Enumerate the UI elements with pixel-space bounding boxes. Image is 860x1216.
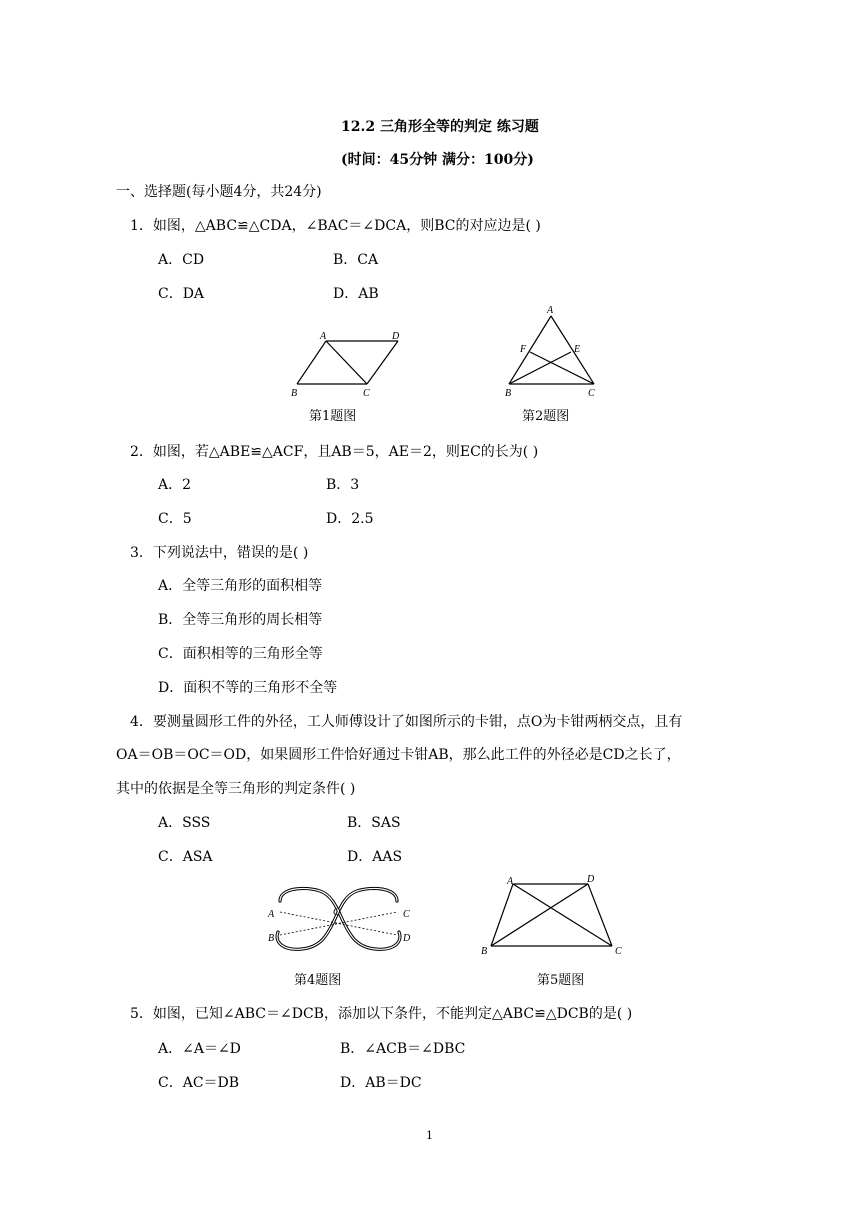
q5-option-a: A．∠A＝∠D xyxy=(158,1041,241,1057)
q5-option-b: B．∠ACB＝∠DBC xyxy=(340,1041,466,1057)
section-heading: 一、选择题(每小题4分，共24分) xyxy=(116,184,322,200)
q1-label-b: B xyxy=(291,388,298,399)
q2-label-f: F xyxy=(520,344,527,355)
q1-option-c: C．DA xyxy=(158,286,205,302)
q2-figure xyxy=(500,302,610,400)
q5-segment-cd xyxy=(588,884,612,946)
q2-label-c: C xyxy=(588,388,595,399)
q3-option-a: A．全等三角形的面积相等 xyxy=(158,578,323,594)
q1-label-d: D xyxy=(392,331,400,342)
q4-option-c: C．ASA xyxy=(158,849,213,865)
q5-stem: 5．如图，已知∠ABC＝∠DCB，添加以下条件，不能判定△ABC≌△DCB的是( ) xyxy=(130,1006,633,1022)
page-title: 12.2 三角形全等的判定 练习题 xyxy=(341,119,539,135)
q3-stem: 3．下列说法中，错误的是( ) xyxy=(130,545,309,561)
q5-segment-ab xyxy=(491,884,513,946)
q5-label-c: C xyxy=(615,946,622,957)
q1-option-d: D．AB xyxy=(333,286,379,302)
q2-label-a: A xyxy=(547,305,554,316)
q5-option-d: D．AB＝DC xyxy=(340,1075,422,1091)
q4-label-a: A xyxy=(268,909,275,920)
q2-option-b: B．3 xyxy=(326,477,360,493)
q4-figure xyxy=(262,886,412,956)
q5-label-b: B xyxy=(481,946,488,957)
q5-segment-ac xyxy=(513,884,612,946)
q1-figure-caption: 第1题图 xyxy=(309,409,357,424)
q1-segment-cd xyxy=(367,341,398,384)
q4-figure-caption: 第4题图 xyxy=(294,973,342,988)
q4-option-b: B．SAS xyxy=(347,815,401,831)
page-number: 1 xyxy=(426,1129,433,1142)
q5-label-d: D xyxy=(587,874,595,885)
q5-option-c: C．AC＝DB xyxy=(158,1075,240,1091)
q3-option-d: D．面积不等的三角形不全等 xyxy=(158,680,338,696)
q2-stem: 2．如图，若△ABE≌△ACF，且AB＝5，AE＝2，则EC的长为( ) xyxy=(130,444,539,460)
q4-stem-line-1: 4．要测量圆形工件的外径，工人师傅设计了如图所示的卡钳，点O为卡钳两柄交点，且有 xyxy=(130,714,683,730)
q4-stem-line-2: OA＝OB＝OC＝OD，如果圆形工件恰好通过卡钳AB，那么此工件的外径必是CD之长了， xyxy=(116,747,681,763)
q5-label-a: A xyxy=(507,876,514,887)
q4-caliper-arm-left xyxy=(280,888,400,949)
q2-option-a: A．2 xyxy=(158,477,192,493)
q1-label-c: C xyxy=(363,388,370,399)
q2-figure-caption: 第2题图 xyxy=(522,409,570,424)
q5-figure xyxy=(476,870,636,960)
q2-label-e: E xyxy=(574,344,581,355)
page-subtitle: (时间：45分钟 满分：100分) xyxy=(341,152,534,168)
q2-option-d: D．2.5 xyxy=(326,511,374,527)
q4-option-d: D．AAS xyxy=(347,849,403,865)
q4-label-c: C xyxy=(403,909,410,920)
q2-label-b: B xyxy=(505,388,512,399)
q4-option-a: A．SSS xyxy=(158,815,211,831)
q1-segment-ac xyxy=(326,341,367,384)
q1-option-b: B．CA xyxy=(333,252,379,268)
q5-segment-bd xyxy=(491,884,588,946)
q4-stem-line-3: 其中的依据是全等三角形的判定条件( ) xyxy=(116,781,356,797)
q1-label-a: A xyxy=(320,331,327,342)
q4-label-o: O xyxy=(333,907,341,918)
q2-option-c: C．5 xyxy=(158,511,192,527)
q3-option-b: B．全等三角形的周长相等 xyxy=(158,612,323,628)
q4-label-b: B xyxy=(268,933,275,944)
q1-stem: 1．如图，△ABC≌△CDA，∠BAC＝∠DCA，则BC的对应边是( ) xyxy=(130,218,541,234)
q5-figure-caption: 第5题图 xyxy=(537,973,585,988)
q1-option-a: A．CD xyxy=(158,252,205,268)
q3-option-c: C．面积相等的三角形全等 xyxy=(158,646,323,662)
q4-label-d: D xyxy=(403,933,411,944)
q4-caliper-arm-right xyxy=(277,888,397,949)
q1-figure xyxy=(280,326,410,398)
q1-segment-ab xyxy=(297,341,326,384)
